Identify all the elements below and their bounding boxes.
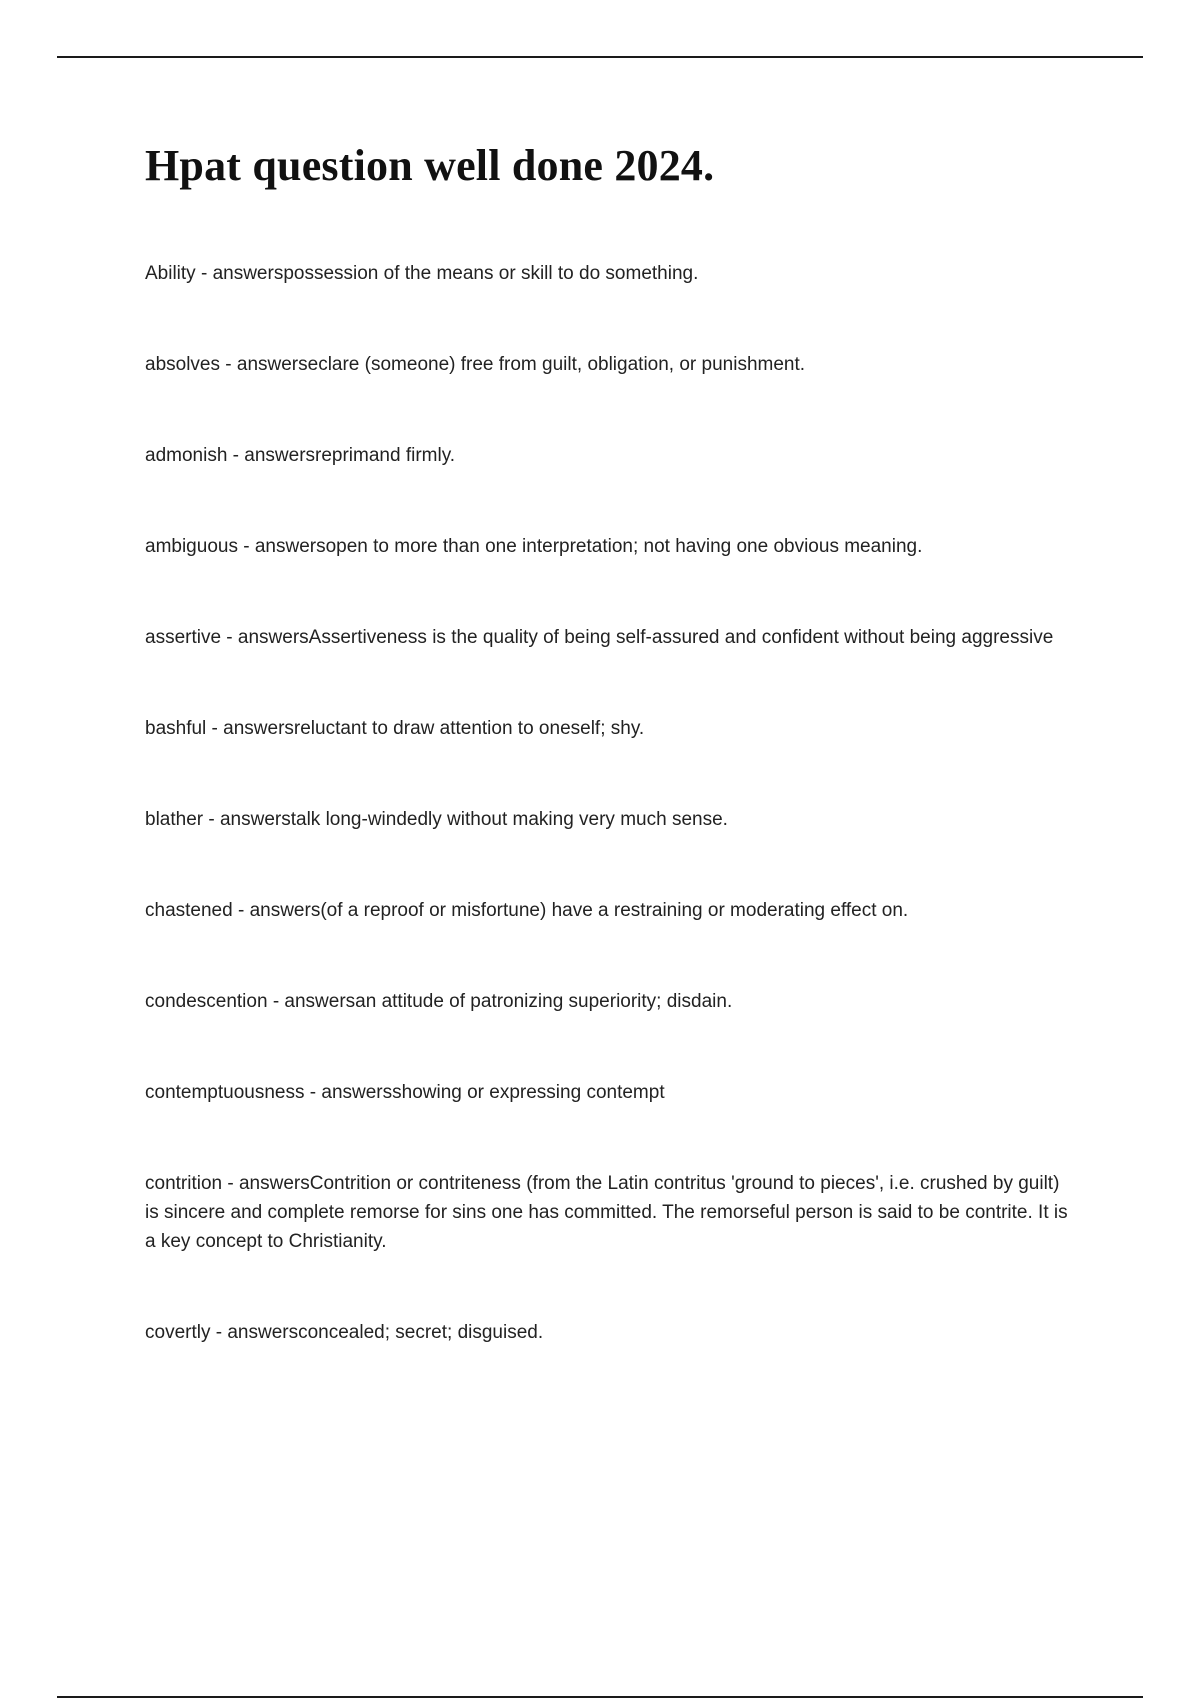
document-title: Hpat question well done 2024. bbox=[145, 141, 715, 190]
list-item: blather - answerstalk long-windedly without making very much sense. bbox=[145, 808, 728, 830]
list-item: assertive - answersAssertiveness is the quality of being self-assured and confident without being aggressive bbox=[145, 626, 1054, 648]
list-item: absolves - answerseclare (someone) free from guilt, obligation, or punishment. bbox=[145, 353, 806, 375]
header-rule bbox=[57, 56, 1143, 58]
list-item: contrition - answersContrition or contriteness (from the Latin contritus 'ground to pieces', i.e. crushed by guilt) is sincere and complete remorse for sins one has committed. The remorseful person is said to be contrite. It is a key concept to Christianity. bbox=[145, 1172, 1068, 1252]
list-item: admonish - answersreprimand firmly. bbox=[145, 444, 456, 466]
list-item: Ability - answerspossession of the means or skill to do something. bbox=[145, 262, 699, 284]
document-body bbox=[145, 140, 1075, 1409]
entry-list bbox=[145, 259, 1075, 1347]
list-item: bashful - answersreluctant to draw attention to oneself; shy. bbox=[145, 717, 645, 739]
list-item: condescention - answersan attitude of patronizing superiority; disdain. bbox=[145, 990, 733, 1012]
list-item: covertly - answersconcealed; secret; disguised. bbox=[145, 1321, 544, 1343]
footer-rule bbox=[57, 1696, 1143, 1698]
list-item: chastened - answers(of a reproof or misfortune) have a restraining or moderating effect on. bbox=[145, 899, 909, 921]
list-item: contemptuousness - answersshowing or expressing contempt bbox=[145, 1081, 665, 1103]
list-item: ambiguous - answersopen to more than one interpretation; not having one obvious meaning. bbox=[145, 535, 923, 557]
